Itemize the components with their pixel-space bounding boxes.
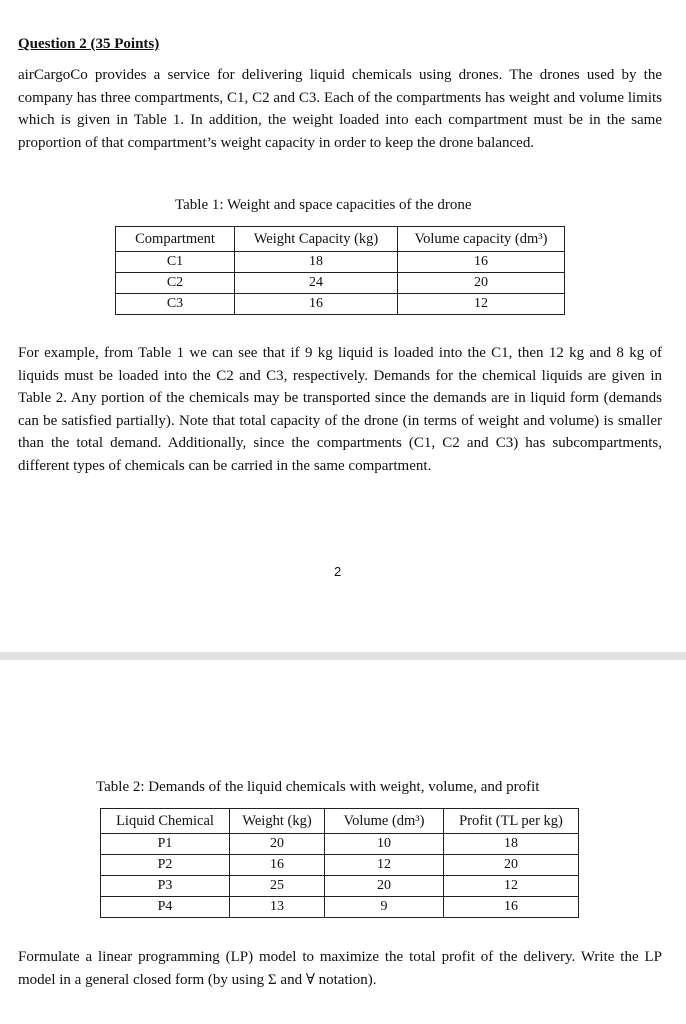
- table-cell: 20: [325, 876, 444, 897]
- column-header-liquid-chemical: Liquid Chemical: [101, 809, 230, 834]
- table-cell: 12: [325, 855, 444, 876]
- table-header-row: [116, 227, 565, 252]
- table-row: [116, 252, 565, 273]
- page-number: 2: [334, 564, 342, 579]
- table-cell: 18: [235, 252, 398, 273]
- column-header-volume-capacity: Volume capacity (dm³): [398, 227, 565, 252]
- table-row: [101, 876, 579, 897]
- table-cell: P3: [101, 876, 230, 897]
- table-row: [116, 294, 565, 315]
- page-separator: [0, 652, 686, 660]
- table-row: [116, 273, 565, 294]
- table-cell: C2: [116, 273, 235, 294]
- table-cell: 9: [325, 897, 444, 918]
- table-cell: 16: [444, 897, 579, 918]
- table-cell: 10: [325, 834, 444, 855]
- table2-caption: Table 2: Demands of the liquid chemicals with weight, volume, and profit: [96, 779, 540, 795]
- column-header-compartment: Compartment: [116, 227, 235, 252]
- table-cell: P4: [101, 897, 230, 918]
- table-cell: 16: [230, 855, 325, 876]
- table-row: [101, 834, 579, 855]
- capacity-table: [115, 226, 565, 315]
- table-row: [101, 897, 579, 918]
- table1-caption: Table 1: Weight and space capacities of the drone: [175, 197, 472, 213]
- table-cell: 20: [444, 855, 579, 876]
- task-paragraph: Formulate a linear programming (LP) model to maximize the total profit of the delivery. Write the LP model in a general closed form (by using Σ and ∀ notation).: [18, 949, 662, 988]
- table-cell: 20: [398, 273, 565, 294]
- column-header-volume: Volume (dm³): [325, 809, 444, 834]
- example-paragraph: For example, from Table 1 we can see that if 9 kg liquid is loaded into the C1, then 12 kg and 8 kg of liquids must be loaded into the C2 and C3, respectively. Demands for the chemical liquids are given in Table 2. Any portion of the chemicals may be transported since the demands are in liquid form (demands can be satisfied partially). Note that total capacity of the drone (in terms of weight and volume) is smaller than the total demand. Additionally, since the compartments (C1, C2 and C3) has subcompartments, different types of chemicals can be carried in the same compartment.: [18, 345, 662, 474]
- column-header-weight: Weight (kg): [230, 809, 325, 834]
- column-header-weight-capacity: Weight Capacity (kg): [235, 227, 398, 252]
- table-cell: P1: [101, 834, 230, 855]
- question-heading: Question 2 (35 Points): [18, 36, 160, 52]
- table-cell: C1: [116, 252, 235, 273]
- table-cell: 25: [230, 876, 325, 897]
- table-cell: 13: [230, 897, 325, 918]
- table-cell: P2: [101, 855, 230, 876]
- table-cell: 12: [444, 876, 579, 897]
- column-header-profit: Profit (TL per kg): [444, 809, 579, 834]
- table-cell: 16: [235, 294, 398, 315]
- table-cell: 16: [398, 252, 565, 273]
- intro-paragraph: airCargoCo provides a service for delivering liquid chemicals using drones. The drones used by the company has three compartments, C1, C2 and C3. Each of the compartments has weight and volume limits which is given in Table 1. In addition, the weight loaded into each compartment must be in the same proportion of that compartment’s weight capacity in order to keep the drone balanced.: [18, 67, 662, 151]
- table-cell: 12: [398, 294, 565, 315]
- table-cell: 20: [230, 834, 325, 855]
- demand-table: [100, 808, 579, 918]
- table-cell: 18: [444, 834, 579, 855]
- table-cell: 24: [235, 273, 398, 294]
- table-header-row: [101, 809, 579, 834]
- table-row: [101, 855, 579, 876]
- table-cell: C3: [116, 294, 235, 315]
